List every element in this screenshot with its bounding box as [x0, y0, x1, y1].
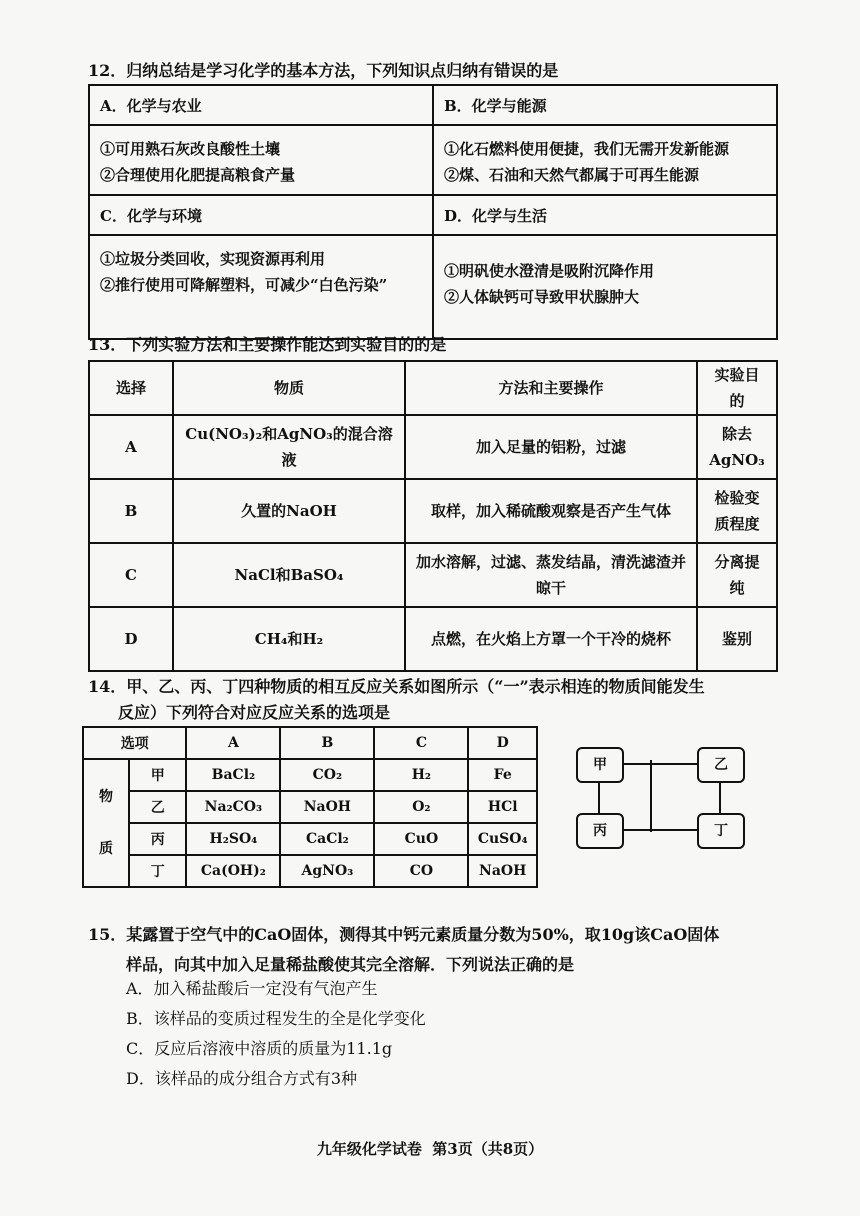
q12-cell-a-body	[89, 125, 433, 195]
q12-cell-d-title: D．化学与生活	[433, 195, 777, 235]
q14-group-label-2: 质	[99, 841, 113, 857]
q12-c-line1: ①垃圾分类回收，实现资源再利用	[100, 250, 326, 268]
q13-header-choice: 选择	[89, 361, 173, 415]
q12-cell-c-title: C．化学与环境	[89, 195, 433, 235]
q15-options	[126, 974, 426, 1094]
q12-a-line2: ②合理使用化肥提高粮食产量	[100, 166, 296, 184]
q12-c-line2: ②推行使用可降解塑料，可减少“白色污染”	[100, 276, 388, 294]
q14-cell: CaCl₂	[280, 823, 374, 855]
q12-stem: 12．归纳总结是学习化学的基本方法，下列知识点归纳有错误的是	[88, 61, 559, 80]
q12-d-line2: ②人体缺钙可导致甲状腺肿大	[444, 288, 640, 306]
q14-header-label: 选项	[83, 727, 186, 759]
q14-cell: CO₂	[280, 759, 374, 791]
q14-header-option-d: D	[468, 727, 537, 759]
q13-row-d-substance: CH₄和H₂	[173, 607, 405, 671]
q14-cell: H₂	[374, 759, 468, 791]
q13-row-c-choice: C	[89, 543, 173, 607]
q14-stem-line2: 反应）下列符合对应反应关系的选项是	[118, 703, 391, 722]
q13-row-a-substance: Cu(NO₃)₂和AgNO₃的混合溶液	[173, 415, 405, 479]
q13-row-d-purpose: 鉴别	[697, 607, 777, 671]
q14-cell: NaOH	[468, 855, 537, 887]
q12-cell-a-title: A．化学与农业	[89, 85, 433, 125]
q13-row-b-choice: B	[89, 479, 173, 543]
q12-a-line1: ①可用熟石灰改良酸性土壤	[100, 140, 281, 158]
q12-cell-b-title: B．化学与能源	[433, 85, 777, 125]
q14-row-name: 乙	[129, 791, 186, 823]
q13-row-b-substance: 久置的NaOH	[173, 479, 405, 543]
q15-stem-line2: 样品，向其中加入足量稀盐酸使其完全溶解．下列说法正确的是	[126, 955, 575, 974]
q14-table	[82, 726, 538, 888]
q14-cell: O₂	[374, 791, 468, 823]
q14-header-option-a: A	[186, 727, 280, 759]
q12-d-line1: ①明矾使水澄清是吸附沉降作用	[444, 262, 655, 280]
q14-row-name: 丙	[129, 823, 186, 855]
q14-cell: BaCl₂	[186, 759, 280, 791]
q14-group-label	[83, 759, 129, 887]
edge-yi-ding	[719, 781, 721, 813]
q12-table	[88, 84, 778, 340]
q13-header-purpose: 实验目的	[697, 361, 777, 415]
q12-cell-d-body	[433, 235, 777, 339]
q14-group-label-1: 物	[99, 789, 113, 805]
node-jia: 甲	[576, 747, 624, 783]
q13-header-method: 方法和主要操作	[405, 361, 697, 415]
q14-header-option-c: C	[374, 727, 468, 759]
edge-jia-bing	[598, 781, 600, 813]
q14-cell: CuO	[374, 823, 468, 855]
q14-cell: H₂SO₄	[186, 823, 280, 855]
q13-header-substance: 物质	[173, 361, 405, 415]
q15-stem-line1: 15．某露置于空气中的CaO固体，测得其中钙元素质量分数为50%，取10g该CaO固体	[88, 925, 720, 944]
page-footer: 九年级化学试卷 第3页（共8页）	[316, 1140, 544, 1158]
q13-row-b-method: 取样，加入稀硫酸观察是否产生气体	[405, 479, 697, 543]
q12-b-line1: ①化石燃料使用便捷，我们无需开发新能源	[444, 140, 730, 158]
q13-table	[88, 360, 778, 672]
node-bing: 丙	[576, 813, 624, 849]
q14-cell: CO	[374, 855, 468, 887]
node-yi: 乙	[697, 747, 745, 783]
edge-jia-yi	[622, 763, 698, 765]
q14-cell: CuSO₄	[468, 823, 537, 855]
q15-option-c: C．反应后溶液中溶质的质量为11.1g	[126, 1039, 393, 1058]
q14-row-name: 丁	[129, 855, 186, 887]
q15-option-b: B．该样品的变质过程发生的全是化学变化	[126, 1009, 426, 1028]
q13-row-a-method: 加入足量的铝粉，过滤	[405, 415, 697, 479]
q13-row-a-choice: A	[89, 415, 173, 479]
q13-row-a-purpose: 除去AgNO₃	[697, 415, 777, 479]
q14-cell: Na₂CO₃	[186, 791, 280, 823]
q13-row-c-purpose: 分离提纯	[697, 543, 777, 607]
q15-option-d: D．该样品的成分组合方式有3种	[126, 1069, 358, 1088]
q15-option-a: A．加入稀盐酸后一定没有气泡产生	[126, 979, 378, 998]
q13-row-c-substance: NaCl和BaSO₄	[173, 543, 405, 607]
q14-row-name: 甲	[129, 759, 186, 791]
q14-cell: Ca(OH)₂	[186, 855, 280, 887]
q14-header-option-b: B	[280, 727, 374, 759]
q13-stem: 13．下列实验方法和主要操作能达到实验目的的是	[88, 335, 447, 354]
q12-b-line2: ②煤、石油和天然气都属于可再生能源	[444, 166, 700, 184]
node-ding: 丁	[697, 813, 745, 849]
q14-cell: NaOH	[280, 791, 374, 823]
q14-cell: HCl	[468, 791, 537, 823]
q14-cell: Fe	[468, 759, 537, 791]
q13-row-b-purpose: 检验变质程度	[697, 479, 777, 543]
q14-stem-line1: 14．甲、乙、丙、丁四种物质的相互反应关系如图所示（“一”表示相连的物质间能发生	[88, 677, 705, 696]
edge-bing-ding	[622, 829, 698, 831]
edge-vertical	[650, 760, 652, 832]
q13-row-d-method: 点燃，在火焰上方罩一个干冷的烧杯	[405, 607, 697, 671]
q13-row-d-choice: D	[89, 607, 173, 671]
q13-row-c-method: 加水溶解，过滤、蒸发结晶，清洗滤渣并晾干	[405, 543, 697, 607]
q12-cell-c-body	[89, 235, 433, 339]
q14-cell: AgNO₃	[280, 855, 374, 887]
q12-cell-b-body	[433, 125, 777, 195]
